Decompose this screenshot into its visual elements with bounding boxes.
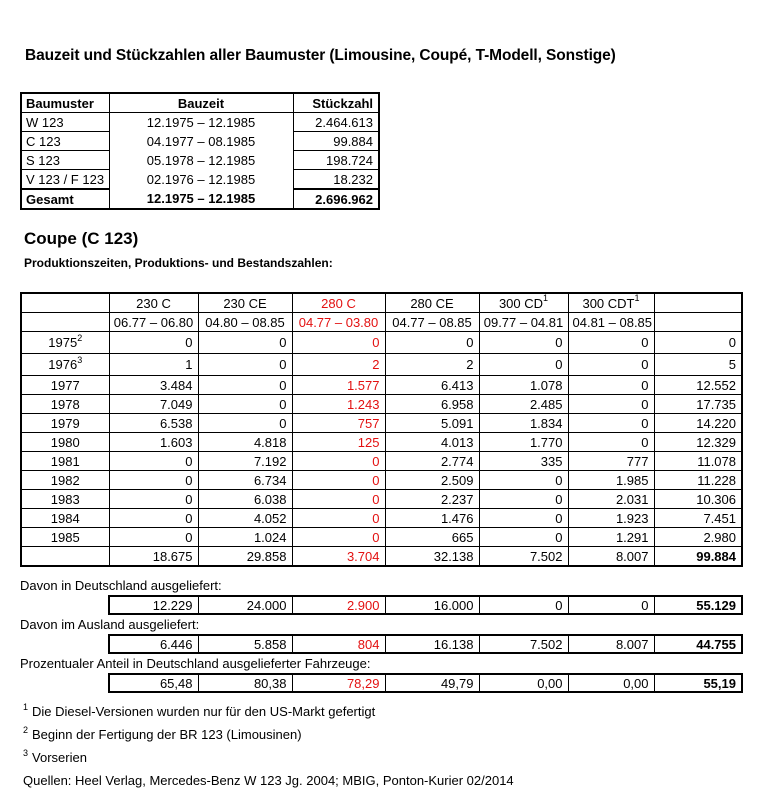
delivery-value-cell: 5.858 (198, 635, 292, 653)
year-label: 1977 (50, 377, 80, 393)
production-period-header: 04.77 – 03.80 (292, 313, 385, 332)
summary-count-cell: 18.232 (293, 170, 379, 190)
production-period-header: 09.77 – 04.81 (479, 313, 568, 332)
delivery-value-cell: 12.229 (109, 596, 198, 614)
delivery-value-cell: 0,00 (479, 674, 568, 692)
value-cell: 6.413 (385, 376, 479, 395)
summary-col-stueckzahl: Stückzahl (293, 93, 379, 113)
year-label: 1983 (50, 491, 80, 507)
summary-total-count: 2.696.962 (293, 189, 379, 209)
year-cell (21, 376, 109, 395)
year-cell (21, 354, 109, 376)
footnote-list (23, 701, 514, 765)
delivery-value-cell: 78,29 (292, 674, 385, 692)
value-cell: 1.770 (479, 433, 568, 452)
row-total-cell: 12.552 (654, 376, 742, 395)
year-label: 1980 (50, 434, 80, 450)
summary-period-cell: 02.1976 – 12.1985 (109, 170, 293, 190)
year-label: 1976 (48, 357, 78, 372)
model-name: 280 C (321, 295, 356, 311)
model-footnote-ref: 1 (543, 293, 549, 304)
value-cell: 4.052 (198, 509, 292, 528)
year-cell (21, 471, 109, 490)
summary-row (21, 132, 379, 151)
delivery-row (109, 635, 742, 653)
row-total-cell: 5 (654, 354, 742, 376)
production-period-header: 04.77 – 08.85 (385, 313, 479, 332)
year-cell (21, 332, 109, 354)
production-year-row (21, 509, 742, 528)
summary-period-cell: 12.1975 – 12.1985 (109, 113, 293, 132)
value-cell: 1.603 (109, 433, 198, 452)
summary-period-cell: 04.1977 – 08.1985 (109, 132, 293, 151)
value-cell: 7.049 (109, 395, 198, 414)
delivery-row (109, 674, 742, 692)
value-cell: 7.192 (198, 452, 292, 471)
value-cell: 0 (568, 414, 654, 433)
footnotes (23, 701, 514, 796)
value-cell: 125 (292, 433, 385, 452)
value-cell: 3.484 (109, 376, 198, 395)
value-cell: 1.923 (568, 509, 654, 528)
value-cell: 2.509 (385, 471, 479, 490)
value-cell: 0 (479, 490, 568, 509)
value-cell: 0 (109, 471, 198, 490)
delivery-sections (20, 576, 741, 695)
value-cell: 0 (568, 433, 654, 452)
footnote-text: Vorserien (32, 750, 87, 765)
production-model-header (568, 293, 654, 313)
row-total-cell: 14.220 (654, 414, 742, 433)
value-cell: 2.031 (568, 490, 654, 509)
footnote-line (23, 747, 514, 765)
production-model-header (292, 293, 385, 313)
delivery-value-cell: 804 (292, 635, 385, 653)
value-cell: 0 (198, 414, 292, 433)
year-cell (21, 452, 109, 471)
production-total-header (654, 293, 742, 313)
value-cell: 1.476 (385, 509, 479, 528)
summary-model-cell: S 123 (21, 151, 109, 170)
row-total-cell: 17.735 (654, 395, 742, 414)
value-cell: 0 (292, 452, 385, 471)
production-year-row (21, 376, 742, 395)
production-year-row (21, 414, 742, 433)
production-year-row (21, 354, 742, 376)
production-period-row (21, 313, 742, 332)
year-label: 1985 (50, 529, 80, 545)
model-name: 280 CE (410, 295, 454, 311)
year-label: 1982 (50, 472, 80, 488)
delivery-value-cell: 0 (568, 596, 654, 614)
value-cell: 6.038 (198, 490, 292, 509)
value-cell: 1.243 (292, 395, 385, 414)
production-table-head (21, 293, 742, 332)
value-cell: 0 (479, 471, 568, 490)
value-cell: 0 (568, 332, 654, 354)
row-total-cell: 0 (654, 332, 742, 354)
footnote-ref: 3 (23, 747, 29, 758)
value-cell: 0 (198, 354, 292, 376)
delivery-section-label: Prozentualer Anteil in Deutschland ausgelieferter Fahrzeuge: (20, 656, 371, 671)
value-cell: 2.774 (385, 452, 479, 471)
delivery-value-cell: 8.007 (568, 635, 654, 653)
summary-row (21, 170, 379, 190)
delivery-value-cell: 7.502 (479, 635, 568, 653)
production-period-header: 04.80 – 08.85 (198, 313, 292, 332)
delivery-value-cell: 2.900 (292, 596, 385, 614)
sources-line: Quellen: Heel Verlag, Mercedes-Benz W 123 Jg. 2004; MBIG, Ponton-Kurier 02/2014 (23, 773, 514, 788)
year-cell (21, 395, 109, 414)
value-cell: 1.985 (568, 471, 654, 490)
sum-value-cell: 8.007 (568, 547, 654, 567)
page-title: Bauzeit und Stückzahlen aller Baumuster (Limousine, Coupé, T-Modell, Sonstige) (25, 47, 616, 64)
sum-value-cell: 18.675 (109, 547, 198, 567)
year-label: 1981 (50, 453, 80, 469)
production-model-header (479, 293, 568, 313)
year-footnote-ref: 3 (77, 354, 83, 365)
value-cell: 0 (479, 528, 568, 547)
summary-count-cell: 99.884 (293, 132, 379, 151)
value-cell: 0 (292, 471, 385, 490)
value-cell: 0 (109, 528, 198, 547)
production-year-row (21, 395, 742, 414)
value-cell: 757 (292, 414, 385, 433)
value-cell: 0 (109, 509, 198, 528)
summary-col-baumuster: Baumuster (21, 93, 109, 113)
production-year-row (21, 471, 742, 490)
row-total-cell: 10.306 (654, 490, 742, 509)
summary-row (21, 151, 379, 170)
production-year-row (21, 490, 742, 509)
year-cell (21, 528, 109, 547)
value-cell: 0 (292, 528, 385, 547)
value-cell: 2 (385, 354, 479, 376)
footnote-line (23, 724, 514, 742)
value-cell: 1.024 (198, 528, 292, 547)
value-cell: 5.091 (385, 414, 479, 433)
production-period-header: 06.77 – 06.80 (109, 313, 198, 332)
model-name: 300 CDT (582, 295, 635, 311)
delivery-row-table (108, 673, 743, 693)
row-total-cell: 11.078 (654, 452, 742, 471)
footnote-line (23, 701, 514, 719)
summary-total-row (21, 189, 379, 209)
production-period-total (654, 313, 742, 332)
summary-col-bauzeit: Bauzeit (109, 93, 293, 113)
footnote-ref: 1 (23, 701, 29, 712)
sum-value-cell: 7.502 (479, 547, 568, 567)
delivery-value-cell: 16.138 (385, 635, 479, 653)
value-cell: 0 (568, 395, 654, 414)
value-cell: 777 (568, 452, 654, 471)
summary-count-cell: 2.464.613 (293, 113, 379, 132)
value-cell: 4.013 (385, 433, 479, 452)
production-period-corner (21, 313, 109, 332)
delivery-value-cell: 49,79 (385, 674, 479, 692)
value-cell: 4.818 (198, 433, 292, 452)
value-cell: 6.538 (109, 414, 198, 433)
sum-year-cell (21, 547, 109, 567)
value-cell: 0 (568, 376, 654, 395)
delivery-value-cell: 24.000 (198, 596, 292, 614)
row-total-cell: 11.228 (654, 471, 742, 490)
value-cell: 0 (385, 332, 479, 354)
value-cell: 1.291 (568, 528, 654, 547)
production-header-row (21, 293, 742, 313)
sum-value-cell: 32.138 (385, 547, 479, 567)
value-cell: 0 (479, 509, 568, 528)
summary-total-label: Gesamt (21, 189, 109, 209)
production-year-row (21, 452, 742, 471)
production-sum-row (21, 547, 742, 567)
year-label: 1979 (50, 415, 80, 431)
summary-count-cell: 198.724 (293, 151, 379, 170)
production-year-row (21, 332, 742, 354)
value-cell: 0 (198, 395, 292, 414)
summary-table (20, 92, 380, 210)
delivery-section-label: Davon in Deutschland ausgeliefert: (20, 578, 222, 593)
value-cell: 0 (109, 452, 198, 471)
value-cell: 0 (109, 490, 198, 509)
delivery-row (109, 596, 742, 614)
sum-total-cell: 99.884 (654, 547, 742, 567)
value-cell: 0 (568, 354, 654, 376)
summary-period-cell: 05.1978 – 12.1985 (109, 151, 293, 170)
summary-row (21, 113, 379, 132)
section-heading: Coupe (C 123) (24, 229, 139, 248)
production-model-header (385, 293, 479, 313)
value-cell: 0 (292, 490, 385, 509)
year-cell (21, 509, 109, 528)
delivery-value-cell: 0 (479, 596, 568, 614)
footnote-text: Beginn der Fertigung der BR 123 (Limousinen) (32, 727, 302, 742)
model-name: 230 CE (223, 295, 267, 311)
row-total-cell: 7.451 (654, 509, 742, 528)
value-cell: 1 (109, 354, 198, 376)
value-cell: 0 (479, 332, 568, 354)
sum-value-cell: 3.704 (292, 547, 385, 567)
summary-model-cell: C 123 (21, 132, 109, 151)
production-year-row (21, 528, 742, 547)
production-corner-cell (21, 293, 109, 313)
year-label: 1984 (50, 510, 80, 526)
production-model-header (109, 293, 198, 313)
production-model-header (198, 293, 292, 313)
delivery-total-cell: 55.129 (654, 596, 742, 614)
value-cell: 1.078 (479, 376, 568, 395)
delivery-value-cell: 80,38 (198, 674, 292, 692)
production-table-body (21, 332, 742, 567)
production-year-row (21, 433, 742, 452)
section-subheading: Produktionszeiten, Produktions- und Bestandszahlen: (24, 256, 333, 270)
footnote-ref: 2 (23, 724, 29, 735)
delivery-value-cell: 65,48 (109, 674, 198, 692)
summary-model-cell: V 123 / F 123 (21, 170, 109, 190)
value-cell: 665 (385, 528, 479, 547)
year-cell (21, 414, 109, 433)
production-period-header: 04.81 – 08.85 (568, 313, 654, 332)
value-cell: 0 (109, 332, 198, 354)
value-cell: 0 (198, 332, 292, 354)
value-cell: 6.734 (198, 471, 292, 490)
model-name: 230 C (136, 295, 171, 311)
summary-model-cell: W 123 (21, 113, 109, 132)
delivery-row-table (108, 634, 743, 654)
value-cell: 2 (292, 354, 385, 376)
value-cell: 0 (292, 332, 385, 354)
delivery-value-cell: 0,00 (568, 674, 654, 692)
summary-table-body (21, 113, 379, 210)
value-cell: 1.834 (479, 414, 568, 433)
value-cell: 0 (292, 509, 385, 528)
model-footnote-ref: 1 (634, 293, 640, 304)
summary-header-row (21, 93, 379, 113)
summary-total-period: 12.1975 – 12.1985 (109, 189, 293, 209)
value-cell: 0 (479, 354, 568, 376)
delivery-value-cell: 6.446 (109, 635, 198, 653)
row-total-cell: 2.980 (654, 528, 742, 547)
value-cell: 1.577 (292, 376, 385, 395)
year-cell (21, 490, 109, 509)
value-cell: 335 (479, 452, 568, 471)
sum-value-cell: 29.858 (198, 547, 292, 567)
value-cell: 6.958 (385, 395, 479, 414)
row-total-cell: 12.329 (654, 433, 742, 452)
year-cell (21, 433, 109, 452)
value-cell: 2.237 (385, 490, 479, 509)
model-name: 300 CD (498, 295, 544, 311)
delivery-total-cell: 55,19 (654, 674, 742, 692)
value-cell: 0 (198, 376, 292, 395)
delivery-section-label: Davon im Ausland ausgeliefert: (20, 617, 200, 632)
year-label: 1978 (50, 396, 80, 412)
delivery-row-table (108, 595, 743, 615)
delivery-value-cell: 16.000 (385, 596, 479, 614)
production-table (20, 292, 743, 567)
year-label: 1975 (48, 335, 78, 350)
year-footnote-ref: 2 (77, 332, 83, 343)
delivery-total-cell: 44.755 (654, 635, 742, 653)
value-cell: 2.485 (479, 395, 568, 414)
footnote-text: Die Diesel-Versionen wurden nur für den US-Markt gefertigt (32, 704, 376, 719)
